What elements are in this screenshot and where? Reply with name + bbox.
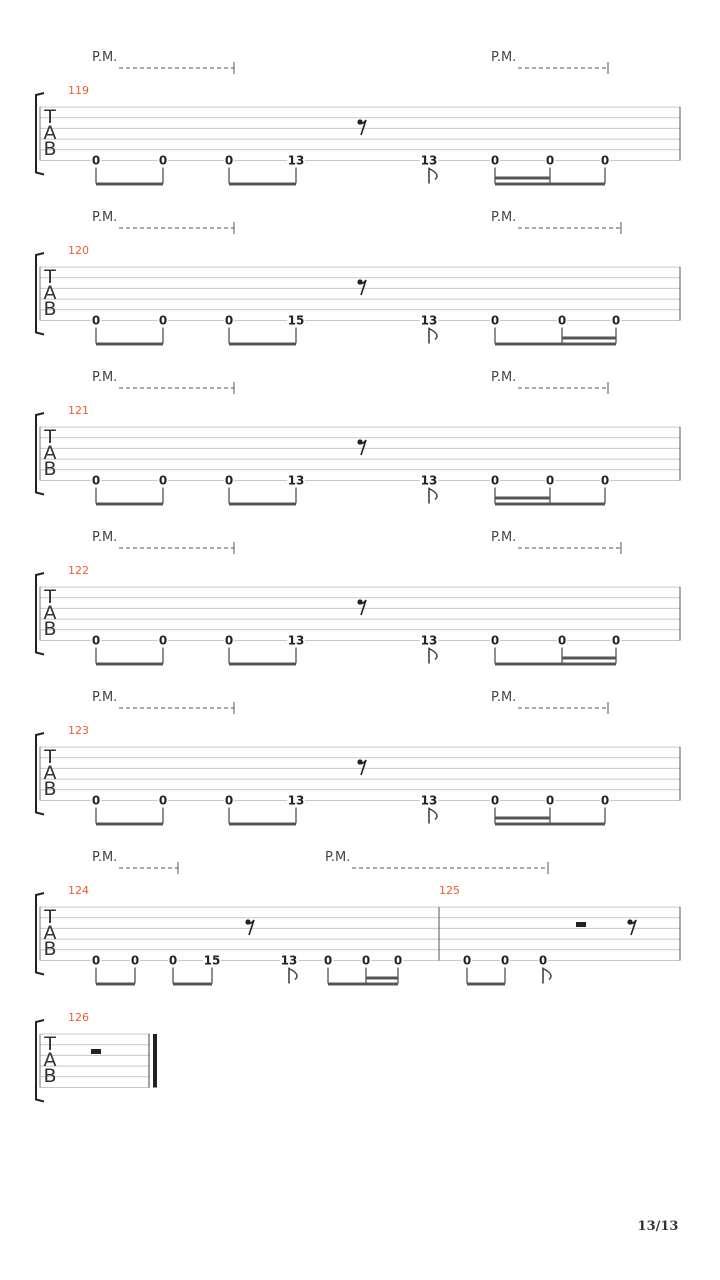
beam <box>229 343 296 346</box>
tab-clef-letter: B <box>43 778 57 800</box>
fret-number: 0 <box>490 473 500 488</box>
palm-mute-label: P.M. <box>92 210 118 225</box>
beam <box>495 663 616 666</box>
beam <box>96 343 163 346</box>
beam <box>96 503 163 506</box>
tab-system <box>36 530 680 666</box>
note-flag <box>543 969 551 984</box>
fret-number: 0 <box>490 313 500 328</box>
tab-clef-letter: A <box>43 762 57 784</box>
tab-clef-letter: B <box>43 138 57 160</box>
tab-clef-letter: T <box>44 266 56 288</box>
eighth-rest <box>357 599 366 615</box>
secondary-beam <box>495 177 550 180</box>
beam <box>467 983 505 986</box>
palm-mute <box>92 690 234 714</box>
palm-mute-label: P.M. <box>491 50 517 65</box>
fret-number: 0 <box>600 153 610 168</box>
fret-number: 0 <box>224 313 234 328</box>
eighth-rest <box>245 919 254 935</box>
fret-number: 13 <box>420 473 438 488</box>
fret-number: 13 <box>287 633 305 648</box>
fret-number: 0 <box>545 473 555 488</box>
final-thick-barline <box>153 1034 157 1088</box>
tab-clef-letter: A <box>43 922 57 944</box>
fret-number: 0 <box>323 953 333 968</box>
beam <box>229 183 296 186</box>
fret-number: 13 <box>287 473 305 488</box>
fret-number: 15 <box>203 953 221 968</box>
fret-number: 0 <box>462 953 472 968</box>
palm-mute <box>92 370 234 394</box>
fret-number: 13 <box>420 153 438 168</box>
tab-clef-letter: T <box>44 106 56 128</box>
palm-mute <box>491 50 608 74</box>
tab-clef-letter: A <box>43 1049 57 1071</box>
fret-number: 0 <box>490 153 500 168</box>
fret-number: 0 <box>224 793 234 808</box>
fret-number: 0 <box>490 633 500 648</box>
beam <box>229 663 296 666</box>
beam <box>495 343 616 346</box>
fret-number: 13 <box>287 153 305 168</box>
measure-number: 126 <box>68 1011 89 1024</box>
measure-number: 119 <box>68 84 89 97</box>
palm-mute-label: P.M. <box>491 210 517 225</box>
fret-number: 13 <box>420 793 438 808</box>
palm-mute <box>491 210 621 234</box>
page-number: 13/13 <box>637 1219 679 1234</box>
palm-mute-label: P.M. <box>92 850 118 865</box>
beam <box>229 503 296 506</box>
half-rest <box>576 922 586 927</box>
tab-clef-letter: B <box>43 618 57 640</box>
palm-mute <box>325 850 548 874</box>
eighth-rest <box>357 759 366 775</box>
secondary-beam <box>495 817 550 820</box>
palm-mute-label: P.M. <box>491 530 517 545</box>
fret-number: 0 <box>224 633 234 648</box>
secondary-beam <box>366 977 398 980</box>
tab-system <box>36 690 680 826</box>
note-flag <box>289 969 297 984</box>
beam <box>495 183 605 186</box>
fret-number: 15 <box>287 313 305 328</box>
palm-mute <box>491 530 621 554</box>
secondary-beam <box>562 657 616 660</box>
secondary-beam <box>495 497 550 500</box>
tab-clef-letter: A <box>43 602 57 624</box>
note-flag <box>429 649 437 664</box>
fret-number: 0 <box>611 633 621 648</box>
beam <box>96 983 135 986</box>
fret-number: 0 <box>224 473 234 488</box>
fret-number: 0 <box>557 313 567 328</box>
fret-number: 0 <box>158 313 168 328</box>
fret-number: 0 <box>600 473 610 488</box>
fret-number: 0 <box>158 793 168 808</box>
palm-mute-label: P.M. <box>491 690 517 705</box>
measure-number: 125 <box>439 884 460 897</box>
tab-clef-letter: T <box>44 426 56 448</box>
palm-mute-label: P.M. <box>491 370 517 385</box>
palm-mute <box>92 50 234 74</box>
beam <box>96 823 163 826</box>
note-flag <box>429 809 437 824</box>
palm-mute <box>491 370 608 394</box>
half-rest <box>91 1049 101 1054</box>
tab-system <box>36 210 680 346</box>
eighth-rest <box>357 279 366 295</box>
fret-number: 0 <box>168 953 178 968</box>
palm-mute <box>491 690 608 714</box>
measure-number: 124 <box>68 884 89 897</box>
palm-mute-label: P.M. <box>92 690 118 705</box>
fret-number: 0 <box>158 153 168 168</box>
palm-mute <box>92 530 234 554</box>
note-flag <box>429 329 437 344</box>
fret-number: 0 <box>91 153 101 168</box>
fret-number: 0 <box>130 953 140 968</box>
fret-number: 0 <box>500 953 510 968</box>
secondary-beam <box>562 337 616 340</box>
beam <box>495 823 605 826</box>
tab-clef-letter: A <box>43 122 57 144</box>
fret-number: 13 <box>420 633 438 648</box>
tab-clef-letter: B <box>43 298 57 320</box>
eighth-rest <box>627 919 636 935</box>
palm-mute <box>92 850 178 874</box>
fret-number: 0 <box>545 793 555 808</box>
beam <box>173 983 212 986</box>
beam <box>495 503 605 506</box>
fret-number: 0 <box>393 953 403 968</box>
fret-number: 0 <box>361 953 371 968</box>
eighth-rest <box>357 119 366 135</box>
beam <box>328 983 398 986</box>
tab-clef-letter: T <box>44 1033 56 1055</box>
palm-mute-label: P.M. <box>92 370 118 385</box>
note-flag <box>429 489 437 504</box>
tab-system <box>36 50 680 186</box>
tab-system <box>36 1011 157 1102</box>
beam <box>96 663 163 666</box>
tab-clef-letter: B <box>43 1065 57 1087</box>
fret-number: 0 <box>611 313 621 328</box>
fret-number: 0 <box>538 953 548 968</box>
tab-clef-letter: T <box>44 746 56 768</box>
tab-clef-letter: A <box>43 282 57 304</box>
palm-mute-label: P.M. <box>325 850 351 865</box>
fret-number: 0 <box>158 473 168 488</box>
fret-number: 0 <box>91 473 101 488</box>
palm-mute <box>92 210 234 234</box>
fret-number: 0 <box>224 153 234 168</box>
tab-clef-letter: A <box>43 442 57 464</box>
fret-number: 0 <box>545 153 555 168</box>
eighth-rest <box>357 439 366 455</box>
palm-mute-label: P.M. <box>92 530 118 545</box>
beam <box>229 823 296 826</box>
palm-mute-label: P.M. <box>92 50 118 65</box>
beam <box>96 183 163 186</box>
tab-clef-letter: B <box>43 458 57 480</box>
note-flag <box>429 169 437 184</box>
fret-number: 0 <box>91 633 101 648</box>
tab-clef-letter: T <box>44 906 56 928</box>
fret-number: 13 <box>420 313 438 328</box>
fret-number: 13 <box>287 793 305 808</box>
fret-number: 0 <box>600 793 610 808</box>
measure-number: 120 <box>68 244 89 257</box>
measure-number: 123 <box>68 724 89 737</box>
measure-number: 122 <box>68 564 89 577</box>
tab-system <box>36 370 680 506</box>
fret-number: 0 <box>490 793 500 808</box>
fret-number: 0 <box>158 633 168 648</box>
measure-number: 121 <box>68 404 89 417</box>
fret-number: 0 <box>91 953 101 968</box>
fret-number: 13 <box>280 953 298 968</box>
tab-clef-letter: T <box>44 586 56 608</box>
fret-number: 0 <box>91 313 101 328</box>
fret-number: 0 <box>91 793 101 808</box>
tab-system <box>36 850 680 986</box>
fret-number: 0 <box>557 633 567 648</box>
tab-clef-letter: B <box>43 938 57 960</box>
